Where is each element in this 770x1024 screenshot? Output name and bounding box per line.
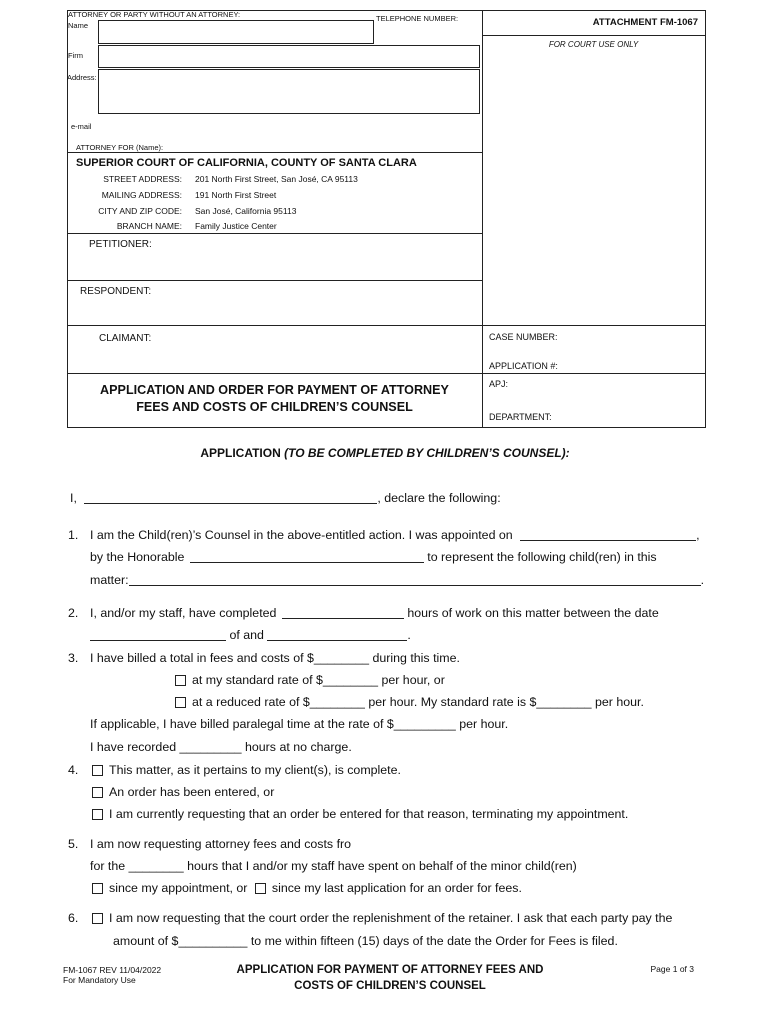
mandatory-use: For Mandatory Use	[63, 975, 136, 985]
case-number-label: CASE NUMBER:	[489, 332, 558, 342]
branch-label: BRANCH NAME:	[116, 221, 182, 231]
court-info-divider	[67, 233, 482, 234]
respondent-divider	[67, 280, 482, 281]
city-label: CITY AND ZIP CODE:	[98, 206, 182, 216]
city-value: San José, California 95113	[195, 206, 297, 216]
item-1-text-d: matter:	[90, 573, 129, 587]
item-4-text-a: This matter, as it pertains to my client(s), is complete.	[109, 763, 401, 777]
application-heading-text: APPLICATION	[200, 446, 281, 460]
item-3-line-c	[175, 695, 644, 709]
item-2-line-b: of and .	[90, 628, 411, 642]
item-6-line-b	[113, 934, 618, 948]
item-3-text-c: at a reduced rate of $________	[192, 695, 365, 709]
item-3-line-e: I have recorded _________ hours at no charge.	[90, 740, 352, 754]
item-3-text-d2: per hour.	[459, 717, 509, 731]
since-last-application-checkbox[interactable]	[255, 883, 266, 894]
item-2-text-c: of and	[229, 628, 264, 642]
item-2-line-a	[90, 606, 659, 620]
item-6-text-b2: to me within fifteen (15) days of the date the Order for Fees is filed.	[250, 934, 618, 948]
name-input[interactable]	[98, 20, 374, 44]
street-value: 201 North First Street, San José, CA 95113	[195, 174, 358, 184]
claimant-label: CLAIMANT:	[99, 333, 152, 344]
item-6-text-b: amount of $__________	[113, 934, 248, 948]
item-5-text-d: since my last application for an order for fees.	[271, 881, 522, 895]
attorney-for-label: ATTORNEY FOR (Name):	[76, 143, 164, 152]
header-bottom-border	[67, 427, 705, 428]
declarant-name-blank[interactable]	[84, 491, 377, 504]
item-3-line-a	[90, 651, 460, 665]
item-4-text-b: An order has been entered, or	[109, 785, 275, 799]
item-1-line-a: I am the Child(ren)’s Counsel in the above-entitled action. I was appointed on ,	[90, 528, 700, 542]
item-number-2: 2.	[68, 606, 79, 620]
item-3-text-b2: per hour, or	[381, 673, 445, 687]
item-4-line-b	[92, 785, 274, 799]
declarant-line	[70, 491, 501, 505]
item-3-line-d	[90, 717, 508, 731]
branch-value: Family Justice Center	[195, 221, 277, 231]
item-5-text-a: I am now requesting attorney fees and costs fro	[90, 837, 352, 851]
item-1-line-b	[90, 550, 657, 564]
footer-title-line-2: COSTS OF CHILDREN’S COUNSEL	[294, 980, 486, 992]
item-3-text-c2: per hour. My standard rate is $________	[368, 695, 592, 709]
item-6-text-a: I am now requesting that the court order the replenishment of the retainer. I ask that each party pay the	[109, 911, 673, 925]
form-id: FM-1067 REV 11/04/2022	[63, 965, 162, 975]
email-label: e-mail	[71, 122, 92, 131]
replenish-retainer-checkbox[interactable]	[92, 913, 103, 924]
firm-input[interactable]	[98, 45, 480, 68]
item-1-text-c: to represent the following child(ren) in this	[427, 550, 657, 564]
court-title: SUPERIOR COURT OF CALIFORNIA, COUNTY OF SANTA CLARA	[76, 157, 417, 169]
application-heading-italic: (TO BE COMPLETED BY CHILDREN’S COUNSEL):	[284, 446, 570, 460]
item-5-line-a	[90, 837, 351, 851]
item-2-text-b: hours of work on this matter between the date	[407, 606, 659, 620]
item-1-text-b: by the Honorable	[90, 550, 185, 564]
application-number-label: APPLICATION #:	[489, 361, 558, 371]
item-number-6: 6.	[68, 911, 79, 925]
footer-title-line-1: APPLICATION FOR PAYMENT OF ATTORNEY FEES AND	[236, 964, 544, 976]
respondent-label: RESPONDENT:	[80, 286, 152, 297]
petitioner-label: PETITIONER:	[89, 239, 152, 250]
start-date-blank[interactable]	[90, 628, 226, 641]
title-divider	[67, 373, 705, 374]
item-5-text-c: since my appointment, or	[109, 881, 248, 895]
attachment-label: ATTACHMENT FM-1067	[592, 17, 698, 28]
end-date-blank[interactable]	[267, 628, 407, 641]
since-appointment-checkbox[interactable]	[92, 883, 103, 894]
honorable-blank[interactable]	[190, 550, 424, 563]
item-3-text-a: I have billed a total in fees and costs of $________	[90, 651, 369, 665]
item-4-line-c	[92, 807, 628, 821]
address-input[interactable]	[98, 69, 480, 114]
item-4-line-a	[92, 763, 401, 777]
item-1-line-c: matter: .	[90, 573, 705, 587]
attachment-left	[482, 10, 483, 35]
item-number-1: 1.	[68, 528, 79, 542]
application-heading	[0, 446, 770, 460]
top-border-right	[482, 10, 705, 11]
intro-pre: I,	[70, 491, 77, 505]
matter-blank[interactable]	[129, 573, 701, 586]
name-label: Name	[68, 21, 89, 30]
attorney-label: ATTORNEY OR PARTY WITHOUT AN ATTORNEY:	[68, 10, 241, 19]
mailing-label: MAILING ADDRESS:	[101, 190, 182, 200]
item-3-text-c3: per hour.	[595, 695, 644, 709]
item-5-line-c	[92, 881, 522, 895]
item-number-5: 5.	[68, 837, 79, 851]
item-3-text-b: at my standard rate of $________	[192, 673, 378, 687]
form-title-line-2: FEES AND COSTS OF CHILDREN’S COUNSEL	[136, 400, 413, 414]
address-label: Address:	[67, 73, 97, 82]
item-3-text-a2: during this time.	[372, 651, 460, 665]
department-label: DEPARTMENT:	[489, 412, 552, 422]
case-number-divider	[67, 325, 705, 326]
item-5-line-b: for the ________ hours that I and/or my staff have spent on behalf of the minor child(ren)	[90, 859, 577, 873]
appointment-date-blank[interactable]	[520, 528, 696, 541]
standard-rate-checkbox[interactable]	[175, 675, 186, 686]
court-use-label: FOR COURT USE ONLY	[548, 40, 639, 49]
firm-label: Firm	[68, 51, 83, 60]
item-number-3: 3.	[68, 651, 79, 665]
item-number-4: 4.	[68, 763, 79, 777]
right-border	[705, 10, 706, 428]
request-order-checkbox[interactable]	[92, 809, 103, 820]
order-entered-checkbox[interactable]	[92, 787, 103, 798]
item-3-text-d: If applicable, I have billed paralegal time at the rate of $_________	[90, 717, 456, 731]
hours-completed-blank[interactable]	[282, 606, 404, 619]
street-label: STREET ADDRESS:	[103, 174, 182, 184]
page-number: Page 1 of 3	[650, 964, 694, 974]
item-2-text-a: I, and/or my staff, have completed	[90, 606, 277, 620]
attachment-divider	[482, 35, 705, 36]
intro-post: , declare the following:	[377, 491, 501, 505]
item-1-text-a: I am the Child(ren)’s Counsel in the above-entitled action. I was appointed on	[90, 528, 513, 542]
mailing-value: 191 North First Street	[195, 190, 277, 200]
apj-label: APJ:	[489, 379, 509, 389]
middle-border	[482, 10, 483, 428]
item-3-line-b	[175, 673, 445, 687]
court-section-divider	[67, 152, 482, 153]
form-title-line-1: APPLICATION AND ORDER FOR PAYMENT OF ATTORNEY	[100, 383, 449, 397]
item-6-line-a	[92, 911, 672, 925]
reduced-rate-checkbox[interactable]	[175, 697, 186, 708]
matter-complete-checkbox[interactable]	[92, 765, 103, 776]
telephone-label: TELEPHONE NUMBER:	[376, 14, 459, 23]
item-4-text-c: I am currently requesting that an order be entered for that reason, terminating my appointment.	[109, 807, 629, 821]
